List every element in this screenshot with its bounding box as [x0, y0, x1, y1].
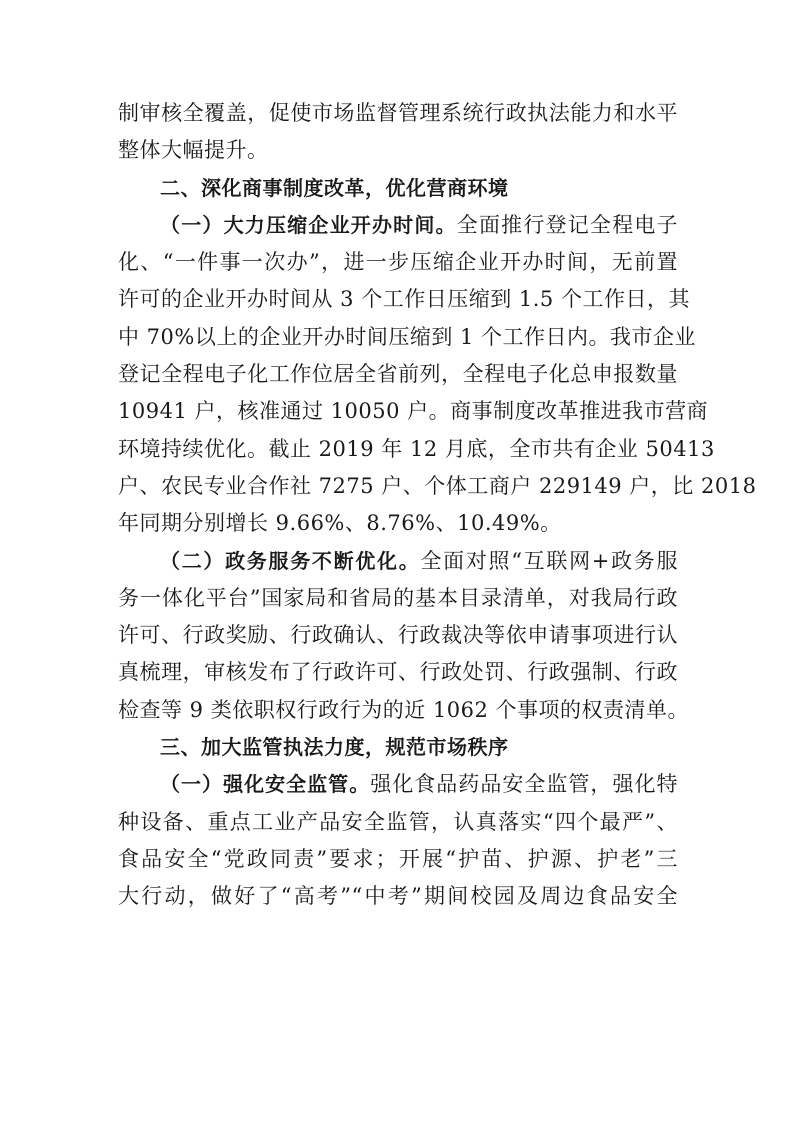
body-line: 许可、行政奖励、行政确认、行政裁决等依申请事项进行认	[118, 623, 678, 648]
body-line: 大行动，做好了“高考”“中考”期间校园及周边食品安全	[118, 884, 678, 909]
body-line: （一）大力压缩企业开办时间。全面推行登记全程电子	[160, 212, 679, 237]
body-line: 中 70%以上的企业开办时间压缩到 1 个工作日内。我市企业	[118, 324, 697, 349]
document-page	[118, 95, 757, 916]
subsection-title-2-2: （二）政务服务不断优化。	[160, 548, 421, 573]
body-line: 登记全程电子化工作位居全省前列，全程电子化总申报数量	[118, 362, 678, 387]
body-line: 种设备、重点工业产品安全监管，认真落实“四个最严”、	[118, 809, 678, 834]
body-line: 整体大幅提升。	[118, 138, 269, 163]
body-line: 年同期分别增长 9.66%、8.76%、10.49%。	[118, 511, 562, 536]
section-heading-2: 二、深化商事制度改革，优化营商环境	[160, 175, 509, 200]
body-line: 10941 户，核准通过 10050 户。商事制度改革推进我市营商	[118, 399, 709, 424]
body-line: （一）强化安全监管。强化食品药品安全监管，强化特	[160, 772, 679, 797]
section-heading-3: 三、加大监管执法力度，规范市场秩序	[160, 735, 509, 760]
body-line: 检查等 9 类依职权行政行为的近 1062 个事项的权责清单。	[118, 697, 690, 722]
body-line: 食品安全“党政同责”要求；开展“护苗、护源、护老”三	[118, 846, 678, 871]
body-line: 许可的企业开办时间从 3 个工作日压缩到 1.5 个工作日，其	[118, 287, 690, 312]
body-line: 真梳理，审核发布了行政许可、行政处罚、行政强制、行政	[118, 660, 678, 685]
body-line: 务一体化平台”国家局和省局的基本目录清单，对我局行政	[118, 585, 678, 610]
subsection-title-2-1: （一）大力压缩企业开办时间。	[160, 212, 457, 237]
subsection-title-3-1: （一）强化安全监管。	[160, 772, 371, 797]
body-line: 化、“一件事一次办”，进一步压缩企业开办时间，无前置	[118, 250, 678, 275]
body-line: 制审核全覆盖，促使市场监督管理系统行政执法能力和水平	[118, 101, 678, 125]
body-line: 户、农民专业合作社 7275 户、个体工商户 229149 户，比 2018	[118, 473, 757, 498]
body-line: 环境持续优化。截止 2019 年 12 月底，全市共有企业 50413	[118, 436, 715, 461]
body-line: （二）政务服务不断优化。全面对照“互联网+政务服	[160, 548, 678, 573]
